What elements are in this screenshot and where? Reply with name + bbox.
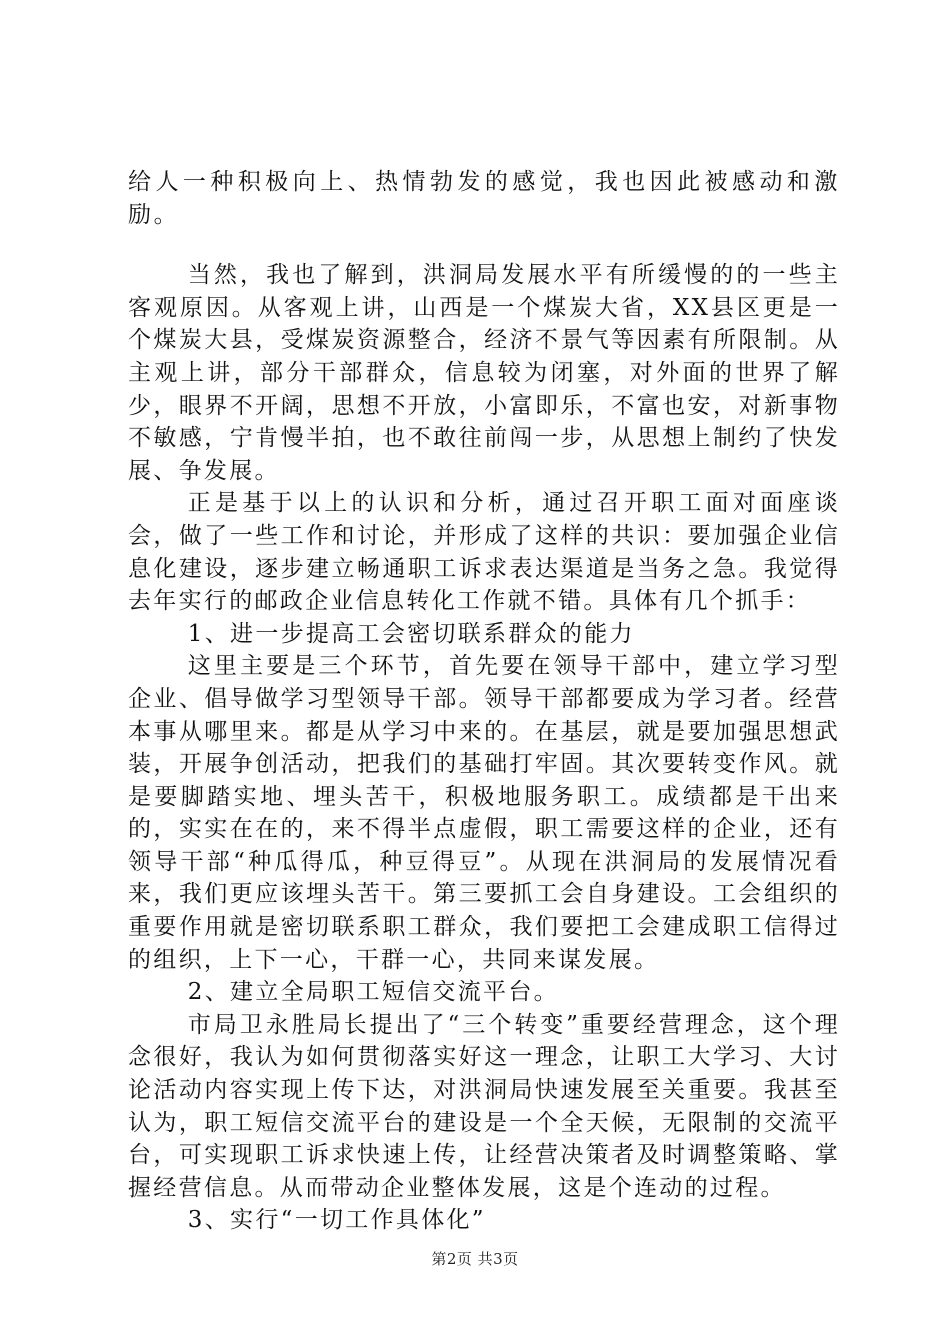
paragraph-section-2: 市局卫永胜局长提出了“三个转变”重要经营理念，这个理念很好，我认为如何贯彻落实好这一理念，让职工大学习、大讨论活动内容实现上传下达，对洪洞局快速发展至关重要。我甚至认为，职工短信交流平台的建设是一个全天候，无限制的交流平台，可实现职工诉求快速上传，让经营决策者及时调整策略、掌握经营信息。从而带动企业整体发展，这是个连动的过程。 (128, 1011, 840, 1201)
document-body (128, 166, 840, 1237)
paragraph-gap (128, 231, 840, 259)
section-heading-2: 2、建立全局职工短信交流平台。 (187, 979, 559, 1006)
paragraph-continuation: 给人一种积极向上、热情勃发的感觉，我也因此被感动和激励。 (128, 169, 840, 228)
paragraph-causes: 当然，我也了解到，洪洞局发展水平有所缓慢的的一些主客观原因。从客观上讲，山西是一个煤炭大省，XX县区更是一个煤炭大县，受煤炭资源整合，经济不景气等因素有所限制。从主观上讲，部分干部群众，信息较为闭塞，对外面的世界了解少，眼界不开阔，思想不开放，小富即乐，不富也安，对新事物不敏感，宁肯慢半拍，也不敢往前闯一步，从思想上制约了快发展、争发展。 (128, 262, 840, 484)
page-number-footer: 第2页 共3页 (431, 1250, 519, 1268)
paragraph-section-1: 这里主要是三个环节，首先要在领导干部中，建立学习型企业、倡导做学习型领导干部。领导干部都要成为学习者。经营本事从哪里来。都是从学习中来的。在基层，就是要加强思想武装，开展争创活动，把我们的基础打牢固。其次要转变作风。就是要脚踏实地、埋头苦干，积极地服务职工。成绩都是干出来的，实实在在的，来不得半点虚假，职工需要这样的企业，还有领导干部“种瓜得瓜，种豆得豆”。从现在洪洞局的发展情况看来，我们更应该埋头苦干。第三要抓工会自身建设。工会组织的重要作用就是密切联系职工群众，我们要把工会建成职工信得过的组织，上下一心，干群一心，共同来谋发展。 (128, 653, 840, 973)
section-heading-3: 3、实行“一切工作具体化” (187, 1207, 486, 1234)
paragraph-consensus: 正是基于以上的认识和分析，通过召开职工面对面座谈会，做了一些工作和讨论，并形成了这样的共识：要加强企业信息化建设，逐步建立畅通职工诉求表达渠道是当务之急。我觉得去年实行的邮政企业信息转化工作就不错。具体有几个抓手： (128, 490, 840, 615)
section-heading-1: 1、进一步提高工会密切联系群众的能力 (187, 620, 635, 647)
